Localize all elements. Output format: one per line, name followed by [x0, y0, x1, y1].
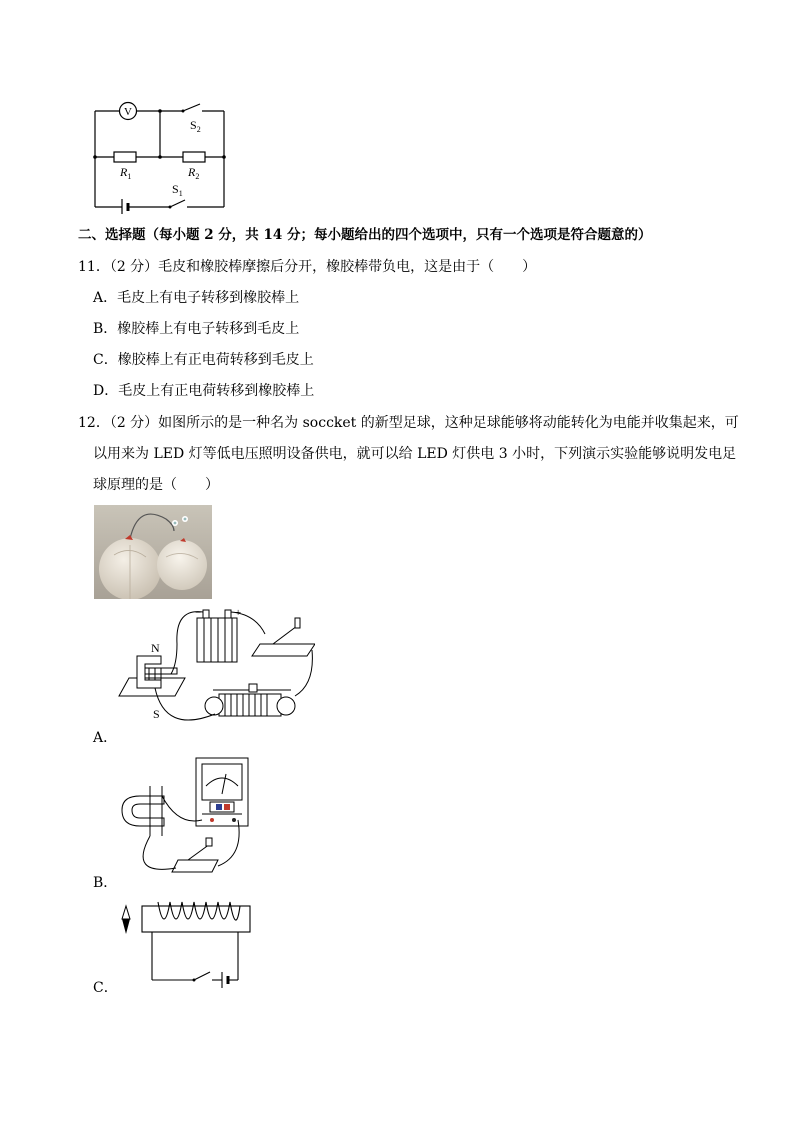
- r1-label: $R_1$: [120, 165, 132, 181]
- q11-option-a: A．毛皮上有电子转移到橡胶棒上: [93, 290, 300, 306]
- q12-stem-line3: 球原理的是（ ）: [93, 477, 219, 493]
- option-b-apparatus: [118, 756, 253, 884]
- battery-plus-label: +: [235, 607, 242, 619]
- option-c-apparatus: [118, 900, 253, 992]
- option-a-apparatus: [115, 604, 315, 734]
- r2-label: $R_2$: [188, 165, 200, 181]
- circuit-diagram-voltmeter: [88, 96, 238, 214]
- q12-option-c-label: C．: [93, 980, 118, 996]
- magnet-s-label: S: [153, 707, 160, 721]
- magnet-n-label: N: [151, 641, 160, 655]
- q11-option-c: C．橡胶棒上有正电荷转移到毛皮上: [93, 352, 314, 368]
- q11-option-b: B．橡胶棒上有电子转移到毛皮上: [93, 321, 300, 337]
- q11-stem: 11．（2 分）毛皮和橡胶棒摩擦后分开，橡胶棒带负电，这是由于（ ）: [78, 259, 537, 275]
- q12-option-b-label: B．: [93, 875, 118, 891]
- section-heading: 二、选择题（每小题 2 分，共 14 分；每小题给出的四个选项中，只有一个选项是符合题意的）: [78, 227, 652, 243]
- s1-label: $S_1$: [172, 182, 183, 198]
- q12-stem-line1: 12．（2 分）如图所示的是一种名为 soccket 的新型足球，这种足球能够将动能转化为电能并收集起来，可: [78, 415, 739, 431]
- q12-option-a-label: A．: [93, 730, 118, 746]
- q11-option-d: D．毛皮上有正电荷转移到橡胶棒上: [93, 383, 315, 399]
- voltmeter-label: V: [124, 106, 132, 118]
- soccket-ball-photo: [94, 505, 212, 599]
- battery-minus-label: −: [195, 607, 202, 619]
- s2-label: $S_2$: [190, 118, 201, 134]
- q12-stem-line2: 以用来为 LED 灯等低电压照明设备供电，就可以给 LED 灯供电 3 小时，下列演示实验能够说明发电足: [93, 446, 737, 462]
